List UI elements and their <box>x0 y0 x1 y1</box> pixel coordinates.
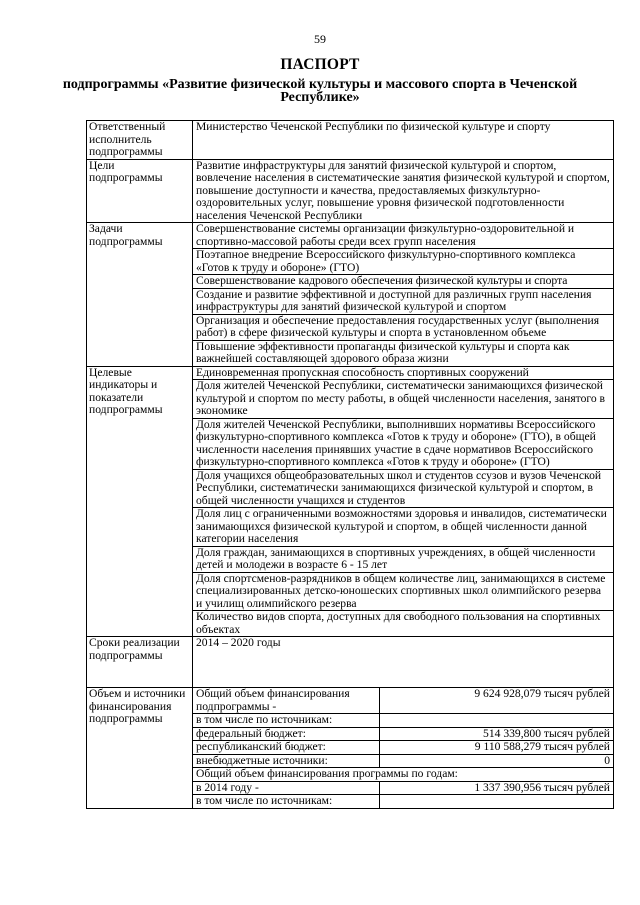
funding-label: Объем и источники финансирования подпрограммы <box>87 688 193 809</box>
funding-total-value: 9 624 928,079 тысяч рублей <box>380 688 614 714</box>
executor-value: Министерство Чеченской Республики по физической культуре и спорту <box>193 121 614 160</box>
indicator-item: Единовременная пропускная способность спортивных сооружений <box>193 366 614 380</box>
task-item: Поэтапное внедрение Всероссийского физкультурно-спортивного комплекса «Готов к труду и обороне» (ГТО) <box>193 249 614 275</box>
funding-table <box>193 688 613 808</box>
indicator-item: Доля жителей Чеченской Республики, систематически занимающихся физической культурой и спортом по месту работы, в общей численности населения, занятого в экономике <box>193 380 614 419</box>
tasks-label: Задачи подпрограммы <box>87 223 193 367</box>
funding-extra-label: внебюджетные источники: <box>193 754 380 768</box>
indicator-item: Доля граждан, занимающихся в спортивных учреждениях, в общей численности детей и молодежи в возрасте 6 - 15 лет <box>193 546 614 572</box>
indicators-label: Целевые индикаторы и показатели подпрограммы <box>87 366 193 637</box>
funding-2014-value: 1 337 390,956 тысяч рублей <box>380 781 614 795</box>
indicator-item: Доля жителей Чеченской Республики, выполнивших нормативы Всероссийского физкультурно-спортивного комплекса «Готов к труду и обороне» (ГТО), в общей численности населения принявших участие в сдаче нормативов Всероссийского физкультурно-спортивного комплекса «Готов к труду и обороне» (ГТО) <box>193 418 614 469</box>
indicator-item: Доля лиц с ограниченными возможностями здоровья и инвалидов, систематически занимающихся физической культурой и спортом, в общей численности данной категории населения <box>193 508 614 547</box>
row-tasks <box>87 223 614 249</box>
row-executor <box>87 121 614 160</box>
funding-by-year-label: Общий объем финансирования программы по годам: <box>193 768 613 782</box>
task-item: Повышение эффективности пропаганды физической культуры и спорта как важнейшей составляющей здорового образа жизни <box>193 340 614 366</box>
document-subtitle: подпрограммы «Развитие физической культуры и массового спорта в Чеченской Республике» <box>62 77 578 105</box>
funding-total-label: Общий объем финансирования подпрограммы - <box>193 688 380 714</box>
executor-label: Ответственный исполнитель подпрограммы <box>87 121 193 160</box>
passport-table <box>86 120 614 809</box>
document-title: ПАСПОРТ <box>280 56 360 73</box>
page-number: 59 <box>314 32 326 46</box>
indicator-item: Доля спортсменов-разрядников в общем количестве лиц, занимающихся в системе специализированных детско-юношеских спортивных школ олимпийского резерва и училищ олимпийского резерва <box>193 572 614 611</box>
task-item: Организация и обеспечение предоставления государственных услуг (выполнения работ) в сфере физической культуры и спорта в установленном объеме <box>193 314 614 340</box>
funding-sources-label: в том числе по источникам: <box>193 714 380 728</box>
goals-value: Развитие инфраструктуры для занятий физической культурой и спортом, вовлечение населения в систематические занятия физической культурой и спортом, повышение доступности и качества, предоставляемых физкультурно-оздоровительных услуг, повышение уровня физической подготовленности населения Чеченской Республики <box>193 159 614 223</box>
period-label: Сроки реализации подпрограммы <box>87 637 193 688</box>
funding-federal-value: 514 339,800 тысяч рублей <box>380 727 614 741</box>
task-item: Совершенствование системы организации физкультурно-оздоровительной и спортивно-массовой работы среди всех групп населения <box>193 223 614 249</box>
row-funding <box>87 688 614 809</box>
funding-republic-value: 9 110 588,279 тысяч рублей <box>380 741 614 755</box>
period-value: 2014 – 2020 годы <box>193 637 614 688</box>
indicator-item: Количество видов спорта, доступных для свободного пользования на спортивных объектах <box>193 611 614 637</box>
goals-label: Цели подпрограммы <box>87 159 193 223</box>
funding-extra-value: 0 <box>380 754 614 768</box>
funding-federal-label: федеральный бюджет: <box>193 727 380 741</box>
row-indicators <box>87 366 614 380</box>
funding-2014-label: в 2014 году - <box>193 781 380 795</box>
funding-republic-label: республиканский бюджет: <box>193 741 380 755</box>
row-goals <box>87 159 614 223</box>
funding-sources-label-2: в том числе по источникам: <box>193 795 380 808</box>
row-period <box>87 637 614 688</box>
task-item: Совершенствование кадрового обеспечения физической культуры и спорта <box>193 275 614 289</box>
task-item: Создание и развитие эффективной и доступной для различных групп населения инфраструктуры для занятий физической культурой и спортом <box>193 288 614 314</box>
indicator-item: Доля учащихся общеобразовательных школ и студентов ссузов и вузов Чеченской Республики, систематически занимающихся физической культурой и спортом, в общей численности учащихся и студентов <box>193 469 614 508</box>
